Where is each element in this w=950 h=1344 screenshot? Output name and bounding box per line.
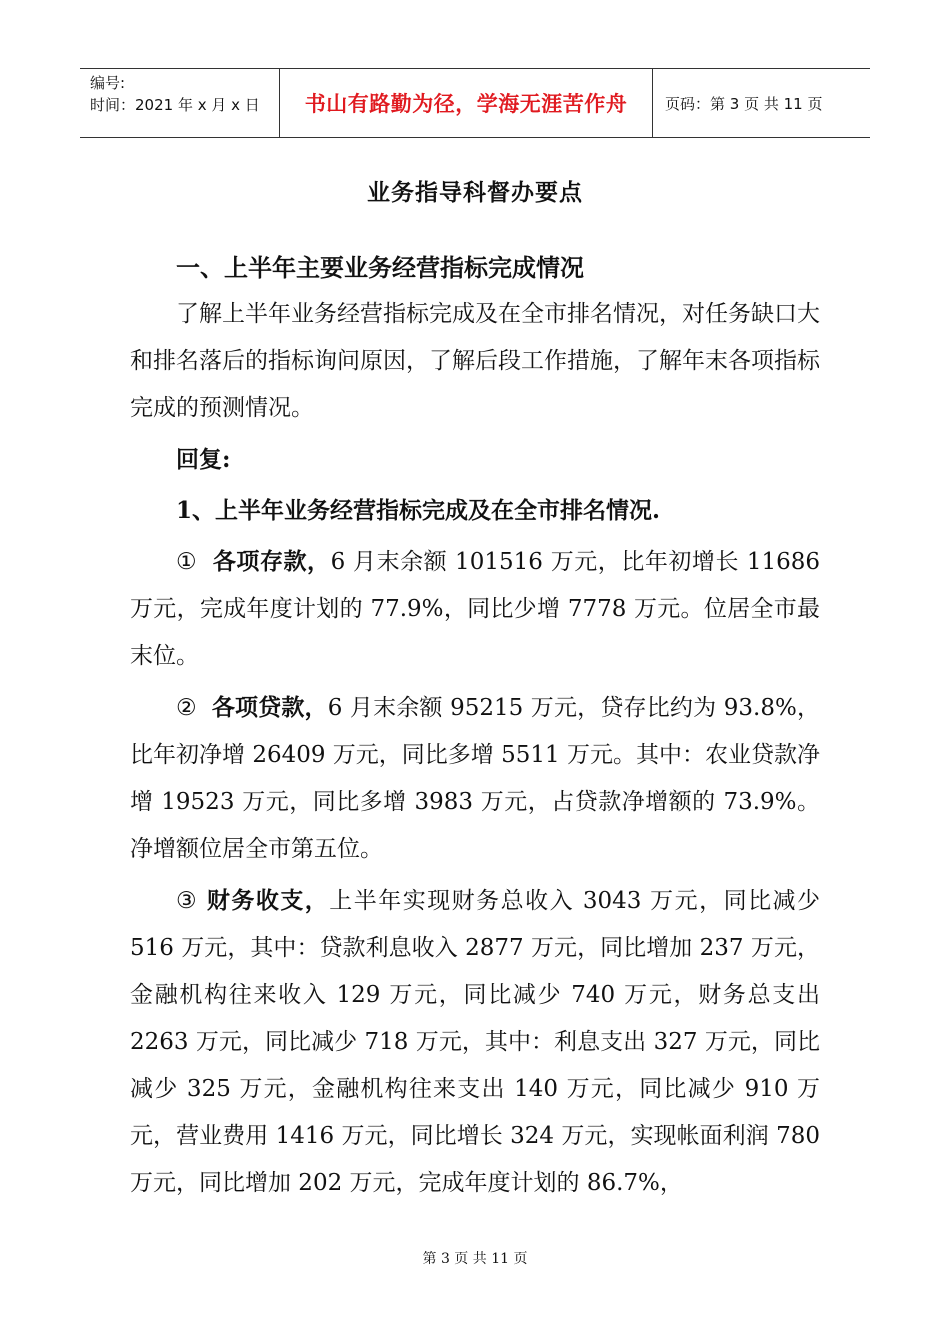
item-bold-label: 财务收支， bbox=[206, 887, 330, 914]
section-heading: 一、上半年主要业务经营指标完成情况 bbox=[176, 253, 584, 282]
reply-subheading: 1、上半年业务经营指标完成及在全市排名情况. bbox=[176, 497, 661, 524]
header-page-cell bbox=[653, 69, 870, 137]
item-text: 6 月末余额 101516 万元，比年初增长 11686 万元，完成年度计划的 77.9%，同比少增 7778 万元。位居全市最末位。 bbox=[130, 549, 821, 669]
header-table bbox=[80, 68, 870, 138]
item-bold-label: 各项存款， bbox=[212, 548, 331, 575]
item-marker: ① bbox=[176, 549, 198, 575]
list-item bbox=[130, 684, 820, 873]
document-number-label: 编号: bbox=[90, 74, 126, 92]
list-item bbox=[130, 877, 820, 1207]
header-motto: 书山有路勤为径，学海无涯苦作舟 bbox=[304, 92, 628, 116]
document-body bbox=[130, 244, 820, 1207]
item-text: 上半年实现财务总收入 3043 万元，同比减少 516 万元，其中：贷款利息收入 2877 万元，同比增加 237 万元，金融机构往来收入 129 万元，同比减少 740 万元，财务总支出 2263 万元，同比减少 718 万元，其中：利息支出 327 万元，同比减少 325 万元，金融机构往来支出 140 万元，同比减少 910 万元，营业费用 1416 万元，同比增长 324 万元，实现帐面利润 780 万元，同比增加 202 万元，完成年度计划的 86.7%， bbox=[130, 888, 821, 1196]
document-time-label: 时间：2021 年 x 月 x 日 bbox=[90, 96, 260, 114]
header-page-info: 页码：第 3 页 共 11 页 bbox=[665, 94, 823, 113]
list-item bbox=[130, 538, 820, 680]
page-footer: 第 3 页 共 11 页 bbox=[422, 1251, 528, 1267]
item-marker: ③ bbox=[176, 888, 199, 914]
header-meta-cell bbox=[80, 69, 280, 137]
section-paragraph: 了解上半年业务经营指标完成及在全市排名情况，对任务缺口大和排名落后的指标询问原因，了解后段工作措施，了解年末各项指标完成的预测情况。 bbox=[130, 301, 820, 421]
header-motto-cell bbox=[280, 69, 653, 137]
document-title: 业务指导科督办要点 bbox=[367, 179, 583, 206]
item-bold-label: 各项贷款， bbox=[211, 694, 328, 721]
item-text: 6 月末余额 95215 万元，贷存比约为 93.8%，比年初净增 26409 万元，同比多增 5511 万元。其中：农业贷款净增 19523 万元，同比多增 3983 万元，占贷款净增额的 73.9%。净增额位居全市第五位。 bbox=[130, 695, 821, 862]
item-marker: ② bbox=[176, 695, 197, 721]
reply-label: 回复: bbox=[176, 446, 231, 473]
